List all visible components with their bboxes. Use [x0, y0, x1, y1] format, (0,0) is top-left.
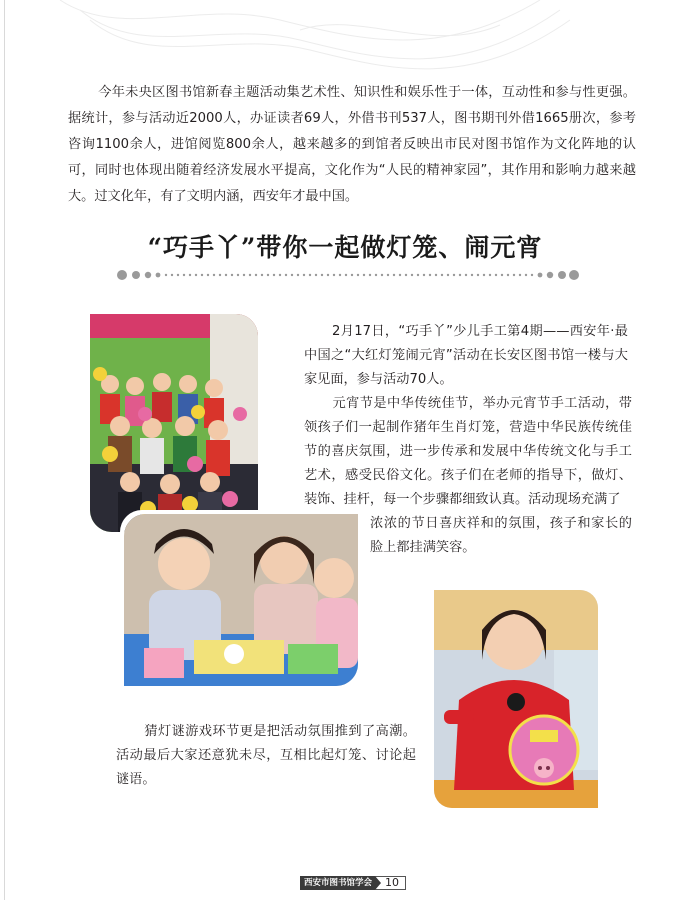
event-detail-paragraph: 元宵节是中华传统佳节，举办元宵节手工活动，带领孩子们一起制作猪年生肖灯笼，营造中华民族传统佳节的喜庆氛围，进一步传承和发展中华传统文化与手工艺术，感受民俗文化。孩子们在老师的指导下，做灯、装饰、挂杆，每一个步骤都细致认真。活动现场充满了	[304, 396, 632, 507]
event-intro-paragraph: 2月17日，“巧手丫”少儿手工第4期——西安年·最中国之“大红灯笼闹元宵”活动在长安区图书馆一楼与大家见面，参与活动70人。	[304, 324, 628, 387]
page-footer	[300, 876, 406, 890]
footer-publisher: 西安市图书馆学会	[300, 876, 376, 890]
photo-children-crafting	[124, 514, 358, 686]
section-title: “巧手丫”带你一起做灯笼、闹元宵	[147, 233, 543, 262]
page-number: 10	[375, 876, 406, 890]
dotted-divider	[116, 268, 580, 282]
photo-children-group	[90, 314, 258, 532]
decorative-swirl-header	[0, 0, 690, 90]
intro-paragraph: 今年未央区图书馆新春主题活动集艺术性、知识性和娱乐性于一体，互动性和参与性更强。据统计，参与活动近2000人，办证读者69人，外借书刊537人，图书期刊外借1665册次，参考咨询1100余人，进馆阅览800余人，越来越多的到馆者反映出市民对图书馆作为文化阵地的认可，同时也体现出随着经济发展水平提高，文化作为“人民的精神家园”，其作用和影响力越来越大。过文化年，有了文明内涵，西安年才最中国。	[68, 85, 636, 204]
event-detail-paragraph-continued: 浓浓的节日喜庆祥和的氛围，孩子和家长的脸上都挂满笑容。	[370, 516, 632, 555]
photo-girl-with-lantern	[434, 590, 598, 808]
page-edge-rule	[4, 0, 5, 900]
lantern-riddle-paragraph: 猜灯谜游戏环节更是把活动氛围推到了高潮。活动最后大家还意犹未尽，互相比起灯笼、讨论起谜语。	[116, 724, 416, 787]
